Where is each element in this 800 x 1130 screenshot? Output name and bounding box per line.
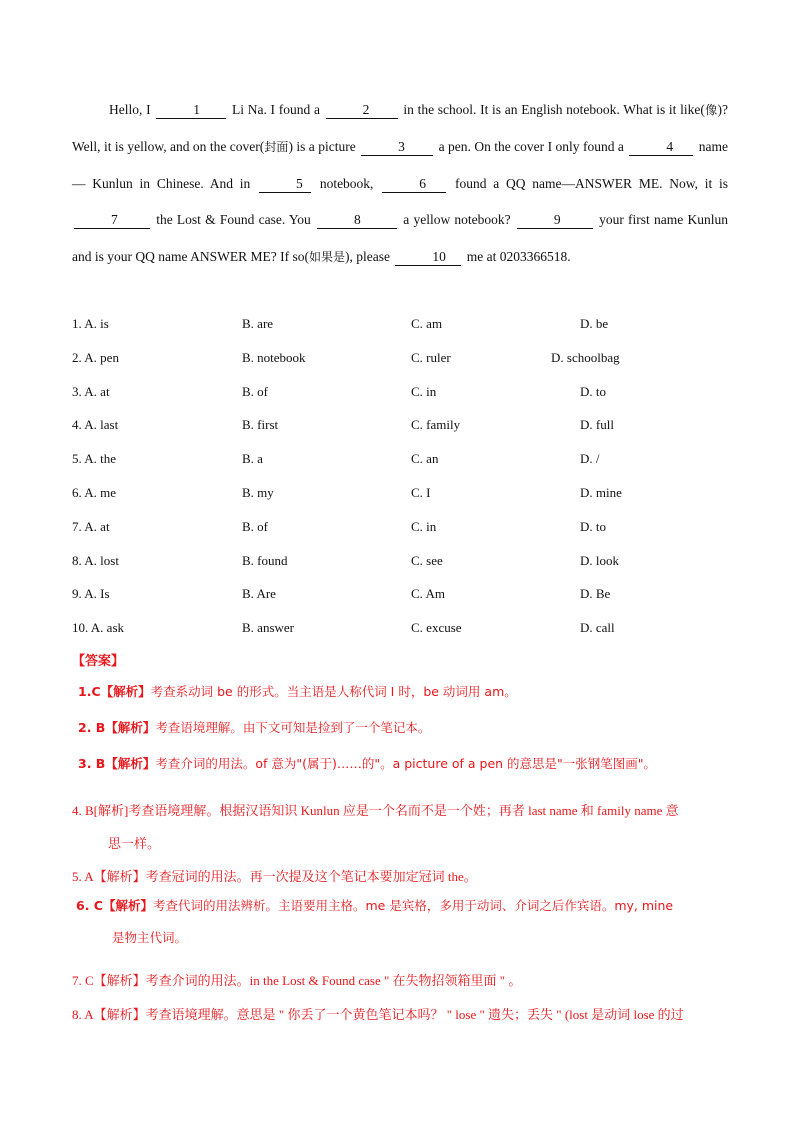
passage-text: a pen. On the cover I only found a — [438, 138, 624, 154]
option-a: 9. A. Is — [72, 586, 110, 602]
answer-key: 8. A【解析】 — [72, 1007, 146, 1022]
passage-text: notebook, — [319, 175, 374, 191]
passage-text: ) is a picture — [288, 138, 356, 154]
answer-explanation: 考查语境理解。意思是 " 你丢了一个黄色笔记本吗？ " lose " 遗失；丢失 " (lost 是动词 lose 的过 — [145, 1007, 684, 1022]
option-c: C. ruler — [411, 349, 451, 365]
option-b: B. my — [242, 484, 274, 500]
blank-7: 7 — [74, 212, 150, 229]
answer-explanation: 考查语境理解。根据汉语知识 Kunlun 应是一个名而不是一个姓；再者 last name 和 family name 意 — [128, 803, 679, 818]
option-d: D. to — [580, 518, 606, 534]
blank-1: 1 — [156, 102, 226, 119]
answer-2 — [78, 718, 738, 736]
blank-5: 5 — [259, 176, 311, 193]
option-row — [72, 547, 732, 581]
passage-text: your first name Kunlun and is your QQ name ANSWER ME? If so( — [72, 212, 728, 265]
option-row — [72, 513, 732, 547]
option-row — [72, 479, 732, 513]
passage-text-cjk: 像 — [704, 103, 718, 117]
answer-6 — [76, 896, 736, 946]
option-row — [72, 378, 732, 412]
answer-1 — [78, 682, 738, 700]
blank-4: 4 — [629, 139, 693, 156]
option-b: B. of — [242, 518, 268, 534]
option-d: D. to — [580, 383, 606, 399]
answer-7 — [72, 970, 732, 989]
option-c: C. in — [411, 383, 437, 399]
option-d: D. be — [580, 316, 609, 331]
passage-text: Li Na. I found a — [232, 102, 320, 117]
blank-8: 8 — [317, 212, 397, 229]
option-c: C. see — [411, 552, 443, 568]
passage-text: the Lost & Found case. You — [156, 212, 311, 228]
option-a: 6. A. me — [72, 484, 117, 500]
answer-key: 6. C【解析】 — [76, 898, 153, 913]
answer-explanation-continued: 思一样。 — [108, 836, 161, 851]
answer-key: 4. B[解析] — [72, 803, 129, 818]
option-a: 10. A. ask — [72, 620, 124, 636]
answer-explanation: 考查介词的用法。in the Lost & Found case " 在失物招领箱里面 " 。 — [145, 973, 522, 988]
option-d: D. Be — [580, 586, 611, 602]
passage-text: me at 0203366518. — [466, 249, 571, 265]
answer-key: 1.C【解析】 — [78, 684, 151, 699]
passage-text-cjk: 封面 — [264, 139, 289, 154]
option-c: C. excuse — [411, 620, 462, 636]
passage-text: a yellow notebook? — [403, 212, 511, 228]
option-a: 3. A. at — [72, 383, 110, 399]
answer-section — [72, 650, 742, 1022]
passage-text: Hello, I — [109, 102, 151, 117]
option-c: C. I — [411, 484, 431, 500]
answer-explanation: 考查系动词 be 的形式。当主语是人称代词 I 时，be 动词用 am。 — [150, 684, 517, 699]
option-a: 5. A. the — [72, 451, 117, 467]
passage-text: found a QQ name—ANSWER ME. Now, it is — [455, 175, 729, 191]
answer-explanation-continued: 是物主代词。 — [112, 930, 188, 945]
answer-explanation: 考查语境理解。由下文可知是捡到了一个笔记本。 — [155, 720, 431, 735]
passage-text-cjk: 如果是 — [308, 250, 345, 265]
passage-text: name — Kunlun in Chinese. And in — [72, 138, 728, 191]
cloze-passage — [72, 92, 728, 276]
answer-heading: 【答案】 — [72, 654, 125, 669]
option-a: 7. A. at — [72, 518, 110, 534]
option-row — [72, 445, 732, 479]
option-row — [72, 580, 732, 614]
answer-explanation: 考查介词的用法。of 意为"(属于)……的"。a picture of a pen 的意思是"一张钢笔图画"。 — [155, 756, 657, 771]
blank-9: 9 — [517, 212, 593, 229]
option-row — [72, 411, 732, 445]
option-b: B. of — [242, 383, 268, 399]
option-b: B. Are — [242, 586, 276, 602]
answer-5 — [72, 866, 732, 885]
passage-text: in the school. It is an English notebook. What is it like( — [403, 102, 705, 117]
answer-4 — [72, 800, 732, 852]
option-a: 4. A. last — [72, 417, 119, 433]
option-a: 8. A. lost — [72, 552, 119, 568]
answer-key: 2. B【解析】 — [78, 720, 156, 735]
option-d: D. mine — [580, 484, 622, 500]
answer-key: 7. C【解析】 — [72, 973, 146, 988]
option-b: B. first — [242, 417, 279, 433]
answer-explanation: 考查冠词的用法。再一次提及这个笔记本要加定冠词 the。 — [145, 869, 477, 884]
option-row — [72, 614, 732, 648]
option-a: 1. A. is — [72, 316, 109, 331]
option-d: D. full — [580, 417, 614, 433]
option-d: D. call — [580, 620, 615, 636]
option-c: C. family — [411, 417, 461, 433]
blank-3: 3 — [361, 139, 433, 156]
answer-8 — [72, 1004, 732, 1023]
blank-2: 2 — [326, 102, 398, 119]
blank-6: 6 — [382, 176, 446, 193]
option-b: B. answer — [242, 620, 294, 636]
option-b: B. found — [242, 552, 288, 568]
option-row — [72, 344, 732, 378]
option-b: B. notebook — [242, 349, 306, 365]
answer-explanation: 考查代词的用法辨析。主语要用主格。me 是宾格，多用于动词、介词之后作宾语。my, mine — [152, 898, 674, 913]
passage-text: )? Well, it is yellow, and on the cover( — [72, 102, 729, 154]
option-b: B. a — [242, 451, 263, 467]
option-c: C. in — [411, 518, 437, 534]
answer-3 — [78, 754, 738, 772]
blank-10: 10 — [395, 249, 461, 266]
option-d: D. / — [580, 451, 600, 467]
option-d: D. schoolbag — [551, 349, 620, 365]
passage-text: ), please — [344, 249, 390, 265]
option-b: B. are — [242, 316, 274, 331]
option-c: C. Am — [411, 586, 445, 602]
option-c: C. an — [411, 451, 439, 467]
passage-paragraph — [72, 92, 728, 276]
answer-key: 5. A【解析】 — [72, 869, 146, 884]
option-row — [72, 310, 732, 344]
answer-key: 3. B【解析】 — [78, 756, 156, 771]
option-a: 2. A. pen — [72, 349, 119, 365]
option-c: C. am — [411, 316, 443, 331]
options-list — [72, 310, 732, 648]
option-d: D. look — [580, 552, 619, 568]
